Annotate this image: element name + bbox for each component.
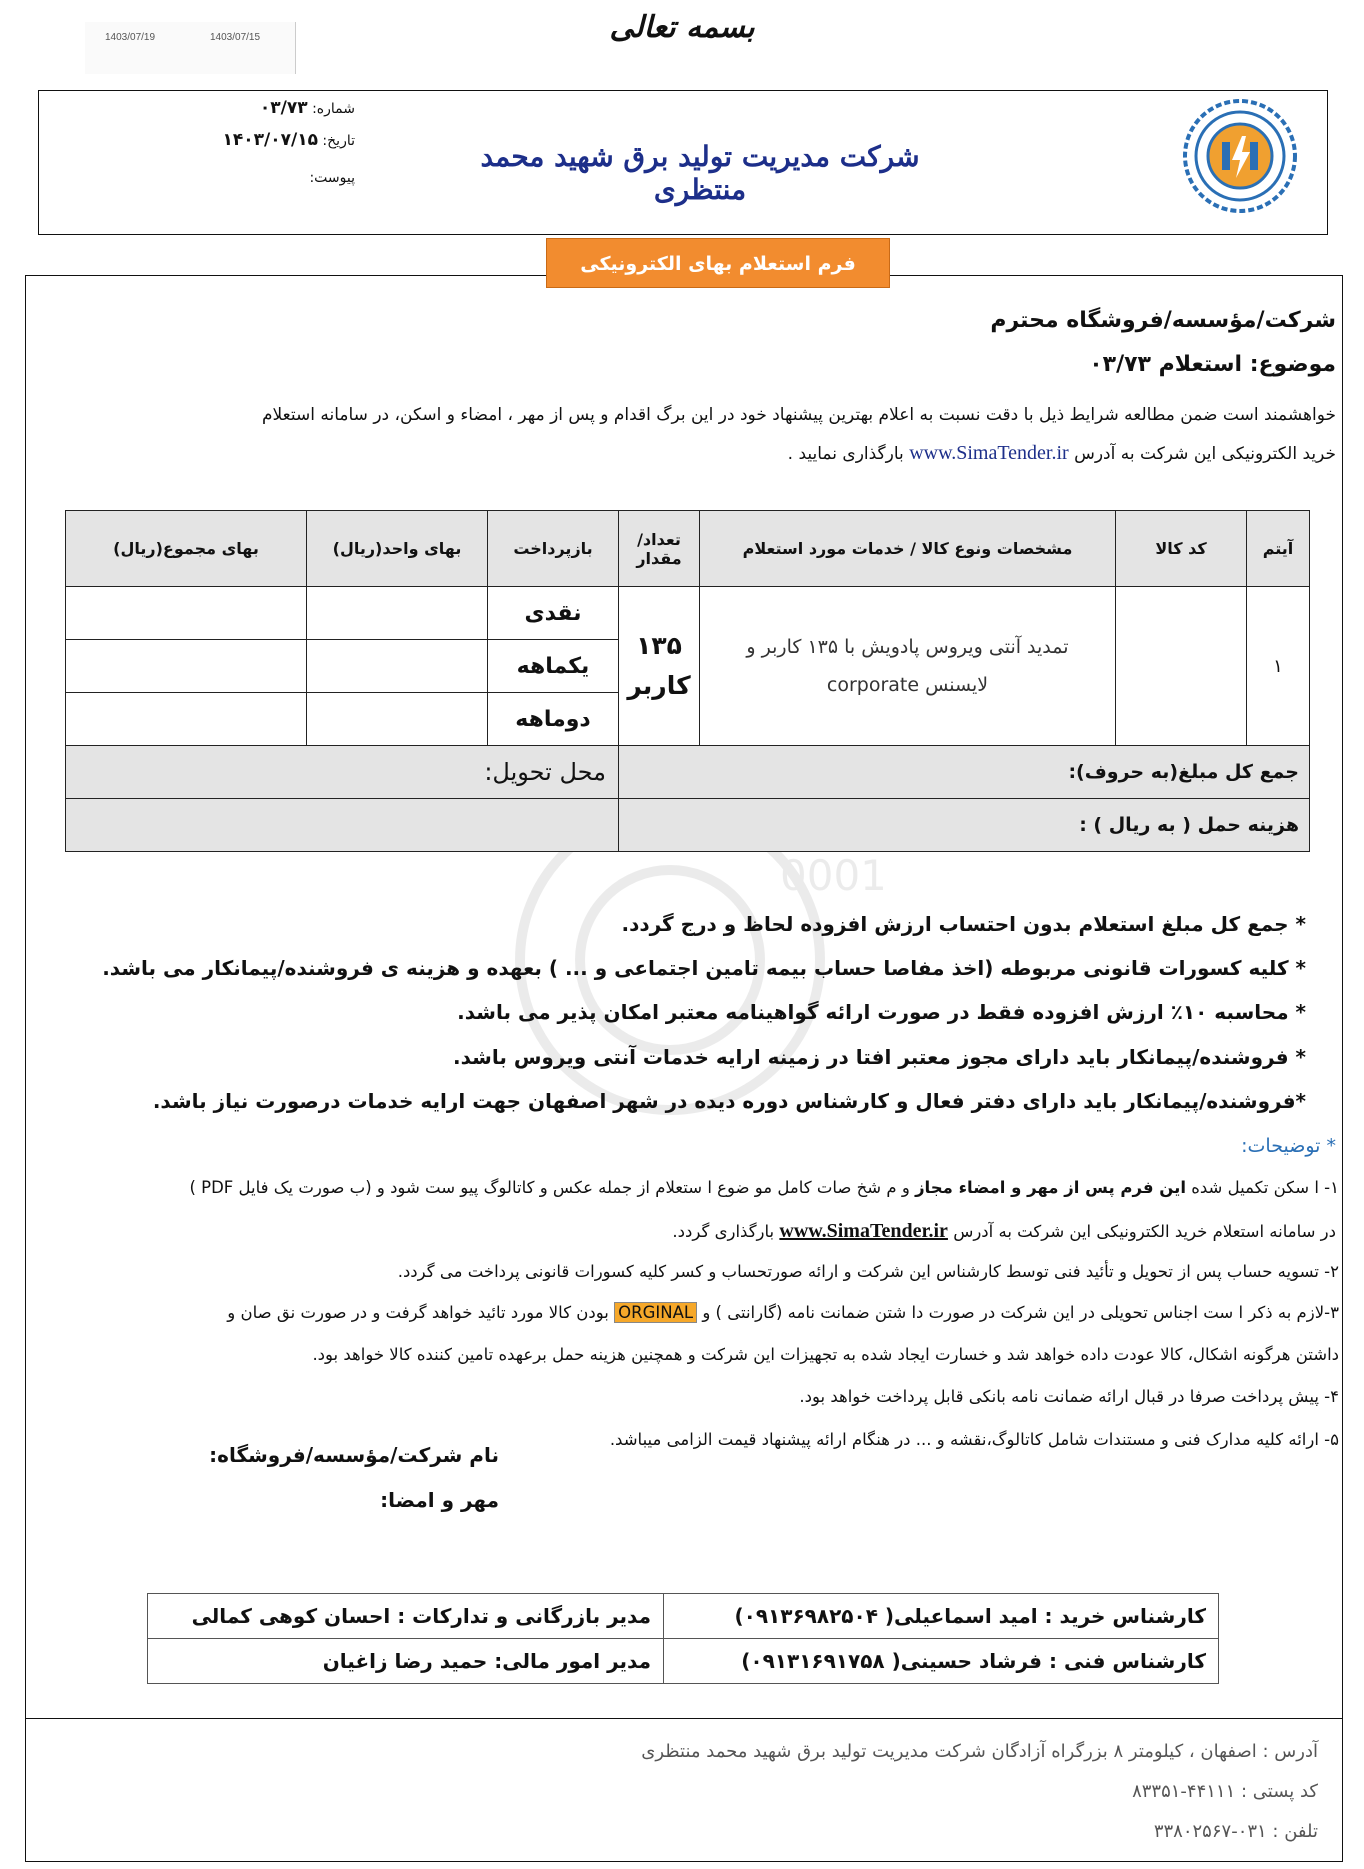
explanation-2: ۲- تسویه حساب پس از تحویل و تأئید فنی توسط کارشناس این شرکت و ارائه صورتحساب و کسر کلیه کسورات قانونی پرداخت می گردد. [397, 1262, 1339, 1281]
company-name: شرکت مدیریت تولید برق شهید محمد منتظری [480, 140, 920, 206]
explanation-1-a: ۱- ا سکن تکمیل شده [1191, 1178, 1339, 1197]
explanation-4: ۴- پیش پرداخت صرفا در قبال ارائه ضمانت نامه بانکی قابل پرداخت خواهد بود. [799, 1387, 1339, 1406]
orginal-highlight: ORGINAL [614, 1302, 697, 1323]
seal-signature-label: مهر و امضا: [380, 1488, 499, 1512]
explanation-3 [34, 1303, 1339, 1322]
number-value: ۰۳/۷۳ [259, 98, 308, 118]
total-words-row [66, 746, 1310, 799]
cell-qty [619, 587, 700, 746]
total-price-cell[interactable] [66, 587, 307, 640]
date-value: ۱۴۰۳/۰۷/۱۵ [222, 130, 318, 150]
explanation-1-d: بارگذاری گردد. [672, 1222, 775, 1241]
shipping-label: هزینه حمل ( به ریال ) : [619, 799, 1310, 852]
intro-line-1: خواهشمند است ضمن مطالعه شرایط ذیل با دقت نسبت به اعلام بهترین پیشنهاد خود در این برگ اقدام و پس از مهر ، امضاء و اسکن، در سامانه استعلام [262, 405, 1336, 425]
note-item: * کلیه کسورات قانونی مربوطه (اخذ مفاصا حساب بیمه تامین اجتماعی و ... ) بعهده و هزینه ی فروشنده/پیمانکار می باشد. [102, 956, 1306, 980]
shipping-value-cell[interactable] [66, 799, 619, 852]
total-words-label: جمع کل مبلغ(به حروف): [619, 746, 1310, 799]
explanation-1-b: و م شخ صات کامل مو ضوع ا ستعلام از جمله عکس و کاتالوگ پیو ست شود و (ب صورت یک فایل PDF ) [189, 1178, 910, 1197]
explanation-url-link[interactable]: www.SimaTender.ir [779, 1220, 948, 1242]
qty-unit: کاربر [627, 671, 691, 700]
footer-phone: تلفن : ۰۳۱-۳۳۸۰۲۵۶۷ [1153, 1821, 1318, 1842]
total-price-cell[interactable] [66, 640, 307, 693]
form-title-banner: فرم استعلام بهای الکترونیکی [546, 238, 890, 288]
intro-line-2 [36, 442, 1336, 465]
payment-option: نقدی [488, 587, 619, 640]
note-item: * محاسبه ۱۰٪ ارزش افزوده فقط در صورت ارائه گواهینامه معتبر امکان پذیر می باشد. [457, 1000, 1306, 1024]
contacts-table [147, 1593, 1219, 1684]
payment-option: دوماهه [488, 693, 619, 746]
number-label: شماره: [312, 101, 355, 117]
explanation-5: ۵- ارائه کلیه مدارک فنی و مستندات شامل کاتالوگ،نقشه و ... در هنگام ارائه پیشنهاد قیمت الزامی میباشد. [609, 1430, 1339, 1449]
letter-number [195, 98, 355, 118]
footer-divider [25, 1718, 1343, 1719]
footer-address: آدرس : اصفهان ، کیلومتر ۸ بزرگراه آزادگان شرکت مدیریت تولید برق شهید محمد منتظری [641, 1741, 1318, 1762]
contacts-row [148, 1594, 1219, 1639]
subject-line: موضوع: استعلام ۰۳/۷۳ [1089, 352, 1336, 377]
desc-line-1: تمدید آنتی ویروس پادویش با ۱۳۵ کاربر و [746, 636, 1069, 658]
items-table [65, 510, 1310, 852]
col-payment: بازپرداخت [488, 511, 619, 587]
col-qty: تعداد/ مقدار [619, 511, 700, 587]
finance-manager: مدیر امور مالی: حمید رضا زاغیان [148, 1639, 664, 1684]
col-total-price: بهای مجموع(ریال) [66, 511, 307, 587]
contacts-row [148, 1639, 1219, 1684]
qty-number: ۱۳۵ [636, 631, 682, 660]
explanation-1-cont [31, 1220, 1336, 1243]
desc-line-2: لایسنس corporate [826, 674, 989, 696]
unit-price-cell[interactable] [307, 587, 488, 640]
shipping-row [66, 799, 1310, 852]
col-item: آیتم [1247, 511, 1310, 587]
stamp-date-1: 1403/07/19 [105, 32, 156, 43]
bismillah-heading: بسمه تعالی [609, 10, 755, 45]
buyer-contact: کارشناس خرید : امید اسماعیلی( ۰۹۱۳۶۹۸۲۵۰۴) [664, 1594, 1219, 1639]
intro-url-link[interactable]: www.SimaTender.ir [909, 442, 1069, 464]
stamp-date-2: 1403/07/15 [210, 32, 261, 43]
delivery-label: محل تحویل: [66, 746, 619, 799]
date-label: تاریخ: [322, 133, 355, 149]
intro-text-a: خرید الکترونیکی این شرکت به آدرس [1074, 444, 1336, 464]
letter-attachment [195, 170, 355, 186]
table-row [66, 587, 1310, 640]
table-header-row [66, 511, 1310, 587]
explanation-3-a: ۳-لازم به ذکر ا ست اجناس تحویلی در این شرکت در صورت دا شتن ضمانت نامه (گارانتی ) و [702, 1303, 1339, 1322]
explanation-3-b: بودن کالا مورد تائید خواهد گرفت و در صورت نق صان و [227, 1303, 609, 1322]
footer-postal-code: کد پستی : ۴۴۱۱۱-۸۳۳۵۱ [1132, 1781, 1318, 1802]
trade-manager: مدیر بازرگانی و تدارکات : احسان کوهی کمالی [148, 1594, 664, 1639]
unit-price-cell[interactable] [307, 693, 488, 746]
total-price-cell[interactable] [66, 693, 307, 746]
note-item: *فروشنده/پیمانکار باید دارای دفتر فعال و کارشناس دوره دیده در شهر اصفهان جهت ارایه خدمات درصورت نیاز باشد. [152, 1089, 1306, 1113]
payment-option: یکماهه [488, 640, 619, 693]
letter-date [195, 130, 355, 150]
note-item: * جمع کل مبلغ استعلام بدون احتساب ارزش افزوده لحاظ و درج گردد. [621, 912, 1306, 936]
salutation: شرکت/مؤسسه/فروشگاه محترم [990, 308, 1336, 333]
company-logo [1182, 98, 1298, 214]
tech-contact: کارشناس فنی : فرشاد حسینی( ۰۹۱۳۱۶۹۱۷۵۸) [664, 1639, 1219, 1684]
attachment-label: پیوست: [309, 170, 355, 186]
col-desc: مشخصات ونوع کالا / خدمات مورد استعلام [700, 511, 1116, 587]
note-item: * فروشنده/پیمانکار باید دارای مجوز معتبر افتا در زمینه ارایه خدمات آنتی ویروس باشد. [453, 1045, 1306, 1069]
svg-text:0001: 0001 [780, 851, 887, 900]
cell-desc [700, 587, 1116, 746]
cell-code [1116, 587, 1247, 746]
explanations-title: * توضیحات: [1241, 1135, 1336, 1157]
explanation-1-bold: این فرم پس از مهر و امضاء مجاز [915, 1178, 1186, 1197]
explanation-1-c: در سامانه استعلام خرید الکترونیکی این شرکت به آدرس [953, 1222, 1336, 1241]
unit-price-cell[interactable] [307, 640, 488, 693]
col-unit-price: بهای واحد(ریال) [307, 511, 488, 587]
intro-text-b: بارگذاری نمایید . [787, 444, 904, 464]
col-code: کد کالا [1116, 511, 1247, 587]
explanation-1 [34, 1178, 1339, 1197]
explanation-3-cont: داشتن هرگونه اشکال، کالا عودت داده خواهد شد و خسارت ایجاد شده به تجهیزات این شرکت و همچنین هزینه حمل برعهده تامین کننده کالا خواهد بود. [312, 1345, 1339, 1364]
company-name-field-label: نام شرکت/مؤسسه/فروشگاه: [209, 1443, 499, 1467]
cell-item: ۱ [1247, 587, 1310, 746]
